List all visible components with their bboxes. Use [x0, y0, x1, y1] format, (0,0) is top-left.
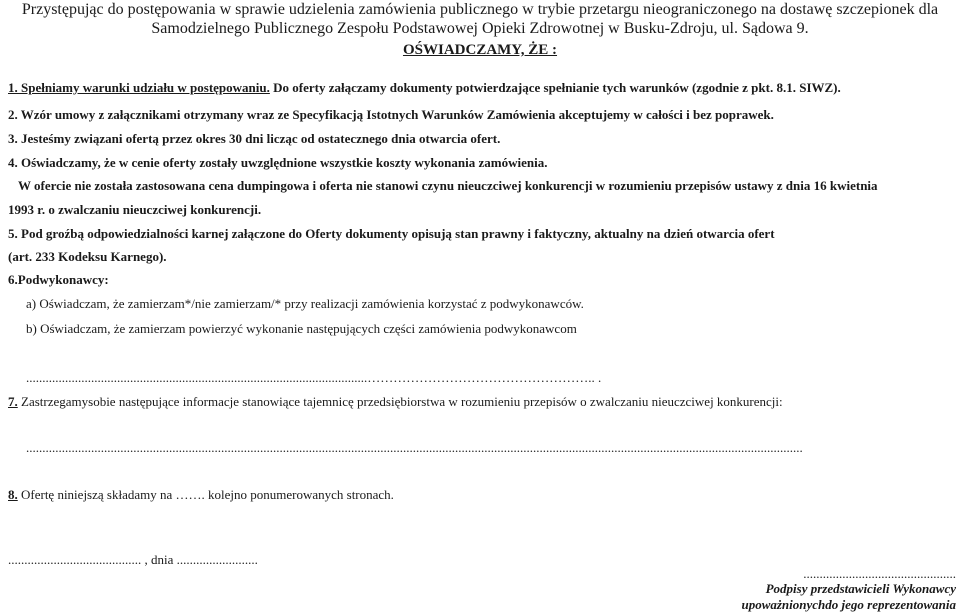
item-1-lead: 1. Spełniamy warunki udziału w postępowaniu.: [8, 80, 270, 95]
item-8-number: 8.: [8, 487, 18, 502]
signature-caption-2: upoważnionychdo jego reprezentowania: [741, 597, 956, 612]
signature-caption-1: Podpisy przedstawicieli Wykonawcy: [765, 581, 956, 596]
item-1: [8, 80, 841, 96]
item-8-text: Ofertę niniejszą składamy na ……. kolejno ponumerowanych stronach.: [17, 487, 394, 502]
item-7: [8, 394, 783, 410]
intro-line-2: Samodzielnego Publicznego Zespołu Podstawowej Opieki Zdrowotnej w Busku-Zdroju, ul. Sądowa 9.: [151, 20, 809, 37]
item-7-text: Zastrzegamysobie następujące informacje stanowiące tajemnicę przedsiębiorstwa w rozumieniu przepisów o zwalczaniu nieuczciwej konkurencji:: [17, 394, 783, 409]
item-2: 2. Wzór umowy z załącznikami otrzymany wraz ze Specyfikacją Istotnych Warunków Zamówienia akceptujemy w całości i bez poprawek.: [8, 107, 774, 122]
item-6-title: 6.Podwykonawcy:: [8, 272, 109, 287]
intro-line-1: Przystępując do postępowania w sprawie udzielenia zamówienia publicznego w trybie przetargu nieograniczonego na dostawę szczepionek dla: [21, 1, 939, 18]
item-3: 3. Jesteśmy związani ofertą przez okres 30 dni licząc od ostatecznego dnia otwarcia ofert.: [8, 131, 501, 146]
confidential-dots: ...............................................................................................................................................................................................................................................: [26, 440, 803, 455]
item-6a: a) Oświadczam, że zamierzam*/nie zamierzam/* przy realizacji zamówienia korzystać z podwykonawców.: [26, 296, 584, 311]
item-4: 4. Oświadczamy, że w cenie oferty zostały uwzględnione wszystkie koszty wykonania zamówienia.: [8, 155, 548, 170]
item-4-dumping-line-2: 1993 r. o zwalczaniu nieuczciwej konkurencji.: [8, 202, 262, 217]
item-7-number: 7.: [8, 394, 18, 409]
item-5-line-1: 5. Pod groźbą odpowiedzialności karnej załączone do Oferty dokumenty opisują stan prawny i faktyczny, aktualny na dzień otwarcia ofert: [8, 226, 775, 241]
item-6b: b) Oświadczam, że zamierzam powierzyć wykonanie następujących części zamówienia podwykonawcom: [26, 321, 577, 336]
item-4-dumping-line-1: W ofercie nie została zastosowana cena dumpingowa i oferta nie stanowi czynu nieuczciwej konkurencji w rozumieniu przepisów ustawy z dnia 16 kwietnia: [18, 178, 878, 193]
item-1-rest: Do oferty załączamy dokumenty potwierdzające spełnianie tych warunków (zgodnie z pkt. 8.1. SIWZ).: [269, 80, 841, 95]
item-8: [8, 487, 394, 503]
signature-dots: ...............................................: [803, 566, 956, 581]
subcontractor-dots: .........................................................................................................…………………………………………….. .: [26, 370, 602, 385]
intro-text: [0, 0, 960, 38]
declaration-heading: OŚWIADCZAMY, ŻE :: [402, 42, 558, 58]
place-date-line: ......................................... , dnia .........................: [8, 552, 258, 567]
item-5-line-2: (art. 233 Kodeksu Karnego).: [8, 249, 167, 264]
